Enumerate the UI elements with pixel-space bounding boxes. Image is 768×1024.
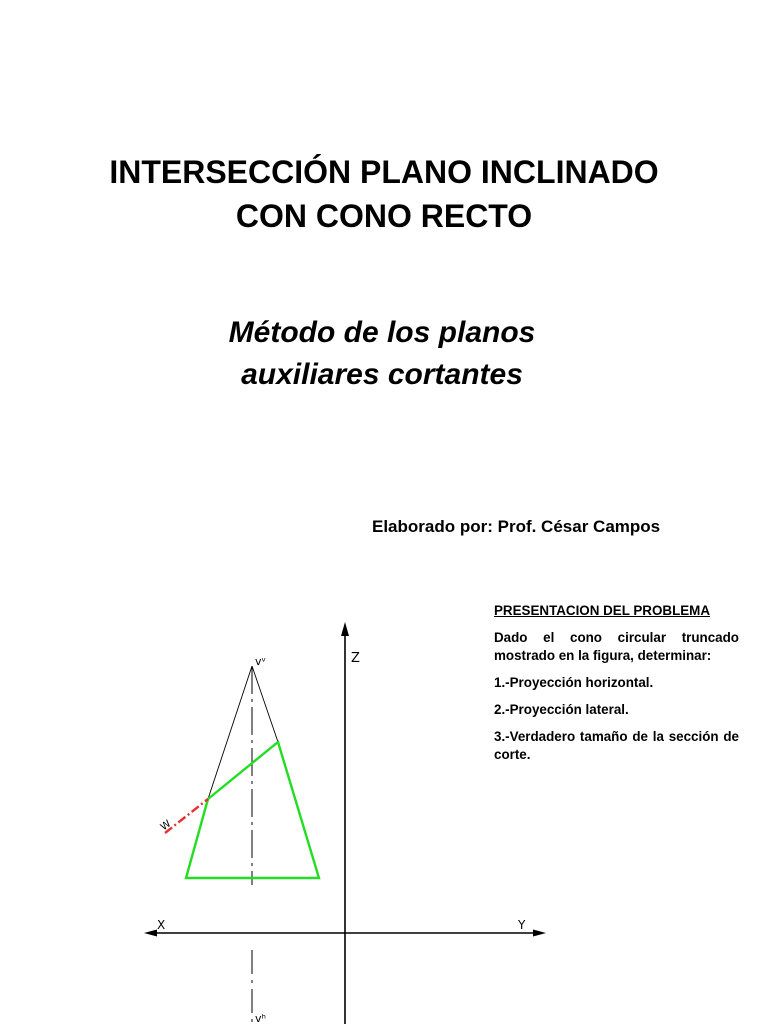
x-axis-label: X [157, 918, 166, 932]
title-line-1: INTERSECCIÓN PLANO INCLINADO [109, 154, 659, 190]
task-item: 2.-Proyección lateral. [494, 702, 629, 717]
subtitle-line-1: Método de los planos [228, 316, 536, 349]
vertex-label-front: vᵛ [255, 655, 267, 668]
title-line-2: CON CONO RECTO [235, 198, 533, 234]
z-axis-label: Z [351, 651, 360, 666]
y-axis-label: Y [518, 918, 526, 932]
vertex-label-top: vʰ [255, 1012, 266, 1024]
cone-generator-right [252, 666, 278, 742]
author-credit: Elaborado por: Prof. César Campos [372, 517, 661, 536]
subtitle-line-2: auxiliares cortantes [241, 358, 523, 391]
y-axis-arrow [533, 930, 546, 937]
problem-heading: PRESENTACION DEL PROBLEMA [494, 603, 711, 618]
problem-description: Dado el cono circular truncado mostrado en la figura, determinar: [494, 630, 739, 663]
cone-generator-left [208, 666, 252, 799]
plane-trace-label: W [158, 818, 174, 834]
task-item: 3.-Verdadero tamaño de la sección de corte. [494, 729, 739, 762]
x-axis-arrow [144, 930, 157, 937]
z-axis-arrow [341, 622, 349, 636]
task-item: 1.-Proyección horizontal. [494, 675, 654, 690]
